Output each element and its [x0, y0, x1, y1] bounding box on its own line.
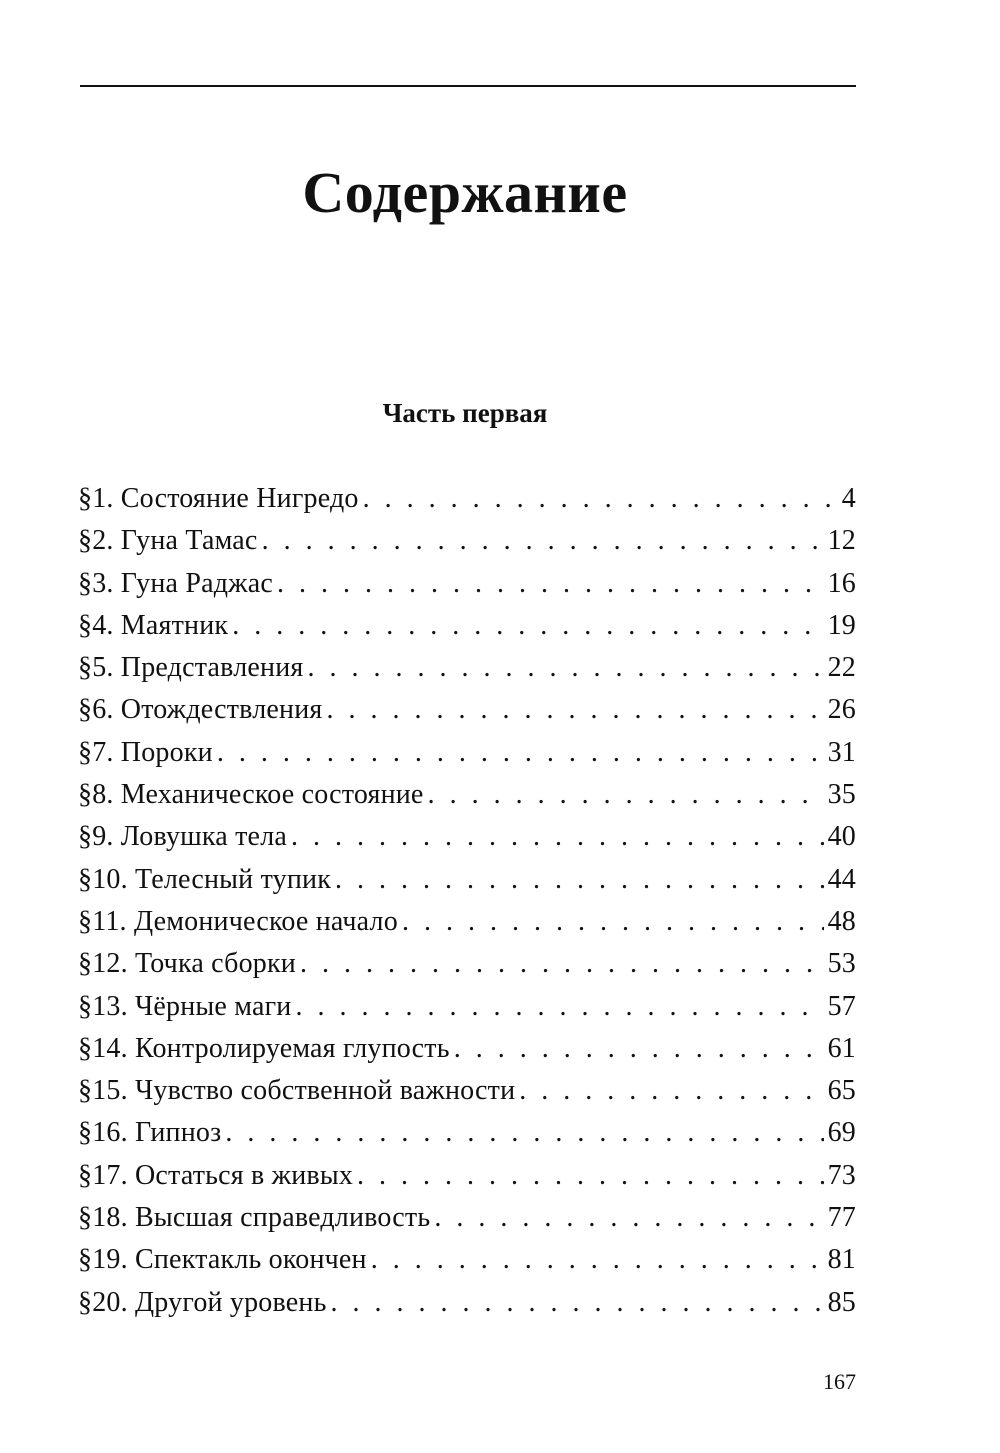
toc-entry[interactable]: [78, 520, 856, 562]
toc-entry-page: 65: [827, 1075, 856, 1107]
toc-entry-page: 4: [841, 483, 856, 514]
toc-entry[interactable]: [78, 647, 856, 689]
toc-entry-title: §5. Представления: [78, 652, 304, 684]
toc-entry-page: 19: [827, 609, 856, 641]
toc-entry-title: §19. Спектакль окончен: [78, 1244, 367, 1276]
dot-leader: [428, 774, 824, 816]
part-heading: Часть первая: [382, 398, 548, 428]
toc-entry-title: §9. Ловушка тела: [78, 821, 287, 853]
dot-leader: [307, 647, 823, 689]
toc-entry[interactable]: [78, 774, 856, 816]
toc-entry-page: 77: [827, 1202, 856, 1234]
toc-entry-page: 48: [827, 905, 856, 937]
toc-entry-title: §17. Остаться в живых: [78, 1159, 354, 1191]
toc-entry[interactable]: [78, 1282, 856, 1324]
dot-leader: [277, 563, 824, 605]
toc-entry[interactable]: [78, 478, 856, 520]
toc-entry-title: §20. Другой уровень: [78, 1286, 327, 1318]
page-title: Содержание: [302, 160, 628, 225]
toc-entry-title: §16. Гипноз: [78, 1117, 222, 1149]
dot-leader: [331, 1282, 824, 1324]
toc-entry-title: §3. Гуна Раджас: [78, 567, 273, 599]
toc-entry-page: 69: [827, 1117, 856, 1149]
toc-entry-page: 85: [827, 1286, 856, 1318]
toc-entry[interactable]: [78, 859, 856, 901]
toc-entry[interactable]: [78, 901, 856, 943]
toc-entry-page: 22: [827, 652, 856, 684]
toc-entry[interactable]: [78, 1028, 856, 1070]
toc-entry-page: 35: [827, 779, 856, 811]
toc-entry[interactable]: [78, 689, 856, 731]
toc-entry-page: 12: [827, 525, 856, 557]
toc-entry[interactable]: [78, 816, 856, 858]
toc-entry[interactable]: [78, 986, 856, 1028]
toc-entry-page: 61: [827, 1032, 856, 1064]
toc-entry-page: 57: [827, 990, 856, 1022]
dot-leader: [363, 478, 838, 520]
toc-entry-title: §7. Пороки: [78, 736, 213, 768]
toc-entry-title: §10. Телесный тупик: [78, 863, 332, 895]
toc-entry[interactable]: [78, 1155, 856, 1197]
toc-entry-title: §1. Состояние Нигредо: [78, 483, 359, 514]
toc-entry-title: §2. Гуна Тамас: [78, 525, 258, 557]
toc-entry-title: §12. Точка сборки: [78, 948, 296, 980]
dot-leader: [357, 1155, 824, 1197]
dot-leader: [371, 1239, 824, 1281]
toc-entry[interactable]: [78, 732, 856, 774]
dot-leader: [454, 1028, 824, 1070]
dot-leader: [295, 986, 823, 1028]
toc-entry[interactable]: [78, 563, 856, 605]
dot-leader: [326, 689, 823, 731]
dot-leader: [262, 520, 824, 562]
dot-leader: [434, 1197, 823, 1239]
toc-entry-page: 81: [827, 1244, 856, 1276]
header-rule: [80, 85, 856, 87]
dot-leader: [300, 943, 824, 985]
toc-entry[interactable]: [78, 1239, 856, 1281]
toc-entry-title: §13. Чёрные маги: [78, 990, 292, 1022]
toc-entry[interactable]: [78, 605, 856, 647]
dot-leader: [335, 859, 824, 901]
toc-entry-title: §8. Механическое состояние: [78, 779, 424, 811]
toc-entry-page: 44: [827, 863, 856, 895]
dot-leader: [232, 605, 823, 647]
dot-leader: [217, 732, 824, 774]
table-of-contents: [78, 478, 856, 1324]
toc-entry-page: 31: [827, 736, 856, 768]
toc-entry-title: §14. Контролируемая глупость: [78, 1032, 450, 1064]
toc-entry-page: 73: [827, 1159, 856, 1191]
toc-entry[interactable]: [78, 1112, 856, 1154]
dot-leader: [519, 1070, 823, 1112]
dot-leader: [291, 816, 824, 858]
toc-entry[interactable]: [78, 1070, 856, 1112]
toc-entry-page: 16: [827, 567, 856, 599]
toc-entry-title: §18. Высшая справедливость: [78, 1202, 431, 1234]
toc-entry-title: §4. Маятник: [78, 609, 229, 641]
toc-entry[interactable]: [78, 943, 856, 985]
dot-leader: [225, 1112, 823, 1154]
page-number: 167: [823, 1369, 856, 1394]
toc-entry-page: 26: [827, 694, 856, 726]
toc-entry-title: §15. Чувство собственной важности: [78, 1075, 516, 1107]
toc-entry-title: §6. Отождествления: [78, 694, 323, 726]
toc-entry-title: §11. Демоническое начало: [78, 905, 398, 937]
dot-leader: [402, 901, 824, 943]
toc-entry-page: 40: [827, 821, 856, 853]
toc-entry[interactable]: [78, 1197, 856, 1239]
toc-entry-page: 53: [827, 948, 856, 980]
